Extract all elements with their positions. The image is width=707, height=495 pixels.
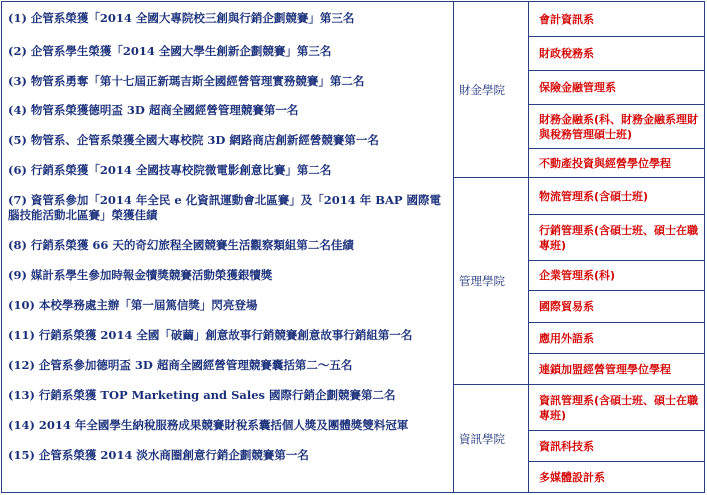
news-item[interactable]: (4) 物管系榮獲德明盃 3D 超商全國經營管理競賽第一名 [8,103,299,117]
news-item[interactable]: (15) 企管系榮獲 2014 淡水商圈創意行銷企劃競賽第一名 [8,448,309,462]
news-item[interactable]: (14) 2014 年全國學生納稅服務成果競賽財稅系囊括個人獎及團體獎雙料冠軍 [8,418,409,432]
news-item[interactable]: (2) 企管系學生榮獲「2014 全國大學生創新企劃競賽」第三名 [8,44,332,58]
news-item[interactable]: (7) 資管系參加「2014 年全民 e 化資訊運動會北區賽」及「2014 年 BAP 國際電腦技能活動北區賽」榮獲佳績 [8,193,442,222]
dept-public-finance[interactable]: 財政稅務系 [529,37,704,71]
dept-logistics[interactable]: 物流管理系(含碩士班) [529,178,704,215]
dept-marketing[interactable]: 行銷管理系(含碩士班、碩士在職專班) [529,215,704,261]
news-item[interactable]: (13) 行銷系榮獲 TOP Marketing and Sales 國際行銷企劃競賽第二名 [8,388,396,402]
news-item[interactable]: (10) 本校學務處主辦「第一屆篤信獎」閃亮登場 [8,298,258,312]
news-item[interactable]: (11) 行銷系榮獲 2014 全國「破繭」創意故事行銷競賽創意故事行銷組第一名 [8,328,413,342]
department-column [529,2,704,492]
college-label: 財金學院 [459,82,505,97]
news-item[interactable]: (5) 物管系、企管系榮獲全國大專校院 3D 網路商店創新經營競賽第一名 [8,133,379,147]
dept-info-technology[interactable]: 資訊科技系 [529,431,704,462]
news-column [2,2,454,492]
news-item[interactable]: (9) 媒計系學生參加時報金犢獎競賽活動榮獲銀犢獎 [8,268,273,282]
dept-intl-trade[interactable]: 國際貿易系 [529,291,704,323]
dept-multimedia-design[interactable]: 多媒體設計系 [539,471,605,484]
dept-business-admin[interactable]: 企業管理系(科) [529,261,704,291]
college-information[interactable] [454,385,528,493]
college-column [454,2,529,492]
dept-info-management[interactable]: 資訊管理系(含碩士班、碩士在職專班) [529,385,704,431]
news-item[interactable]: (12) 企管系參加德明盃 3D 超商全國經營管理競賽囊括第二～五名 [8,358,353,372]
news-item[interactable]: (8) 行銷系榮獲 66 天的奇幻旅程全國競賽生活觀察類組第二名佳績 [8,238,354,252]
news-item[interactable]: (3) 物管系勇奪「第十七屆正新瑪吉斯全國經營管理實務競賽」第二名 [8,74,365,88]
news-item[interactable]: (1) 企管系榮獲「2014 全國大專院校三創與行銷企劃競賽」第三名 [8,11,355,25]
dept-chain-franchise[interactable]: 連鎖加盟經營管理學位學程 [529,354,704,385]
dept-applied-foreign-lang[interactable]: 應用外語系 [529,323,704,354]
dept-accounting-info[interactable]: 會計資訊系 [529,2,704,37]
college-label: 管理學院 [459,274,505,288]
college-label: 資訊學院 [459,432,505,446]
dept-real-estate[interactable]: 不動產投資與經營學位學程 [529,149,704,178]
dept-finance[interactable]: 財務金融系(科、財務金融系理財與稅務管理碩士班) [529,105,704,149]
college-finance[interactable] [454,2,528,178]
dept-insurance[interactable]: 保險金融管理系 [529,71,704,105]
news-item[interactable]: (6) 行銷系榮獲「2014 全國技專校院微電影創意比賽」第二名 [8,163,332,177]
college-management[interactable] [454,178,528,385]
main-table [1,1,705,493]
